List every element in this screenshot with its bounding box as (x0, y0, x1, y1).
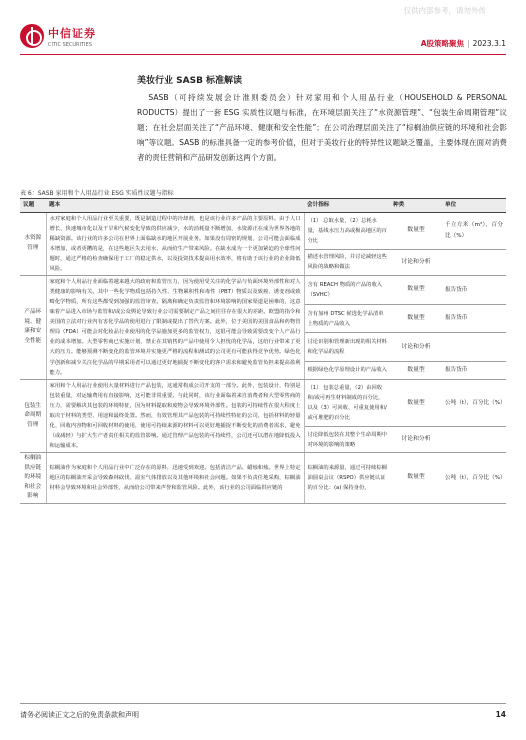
table-row (20, 276, 506, 305)
table-row (20, 212, 506, 249)
brand-logo (20, 24, 96, 48)
table-caption: 表 6：SASB 家用和个人用品行业 ESG 实质性议题与指标 (20, 190, 174, 197)
table-header-row (20, 199, 506, 213)
page-number: 14 (495, 710, 506, 719)
section-title: 美妆行业 SASB 标准解读 (137, 76, 243, 86)
header-metric: 会计指标 (304, 199, 390, 213)
header-divider (20, 54, 506, 55)
header-unit: 单位 (442, 199, 506, 213)
header-type: 种类 (390, 199, 442, 213)
metric-cell: 含有加州 DTSC 候选化学品清单上物质的产品收入 (304, 304, 390, 333)
type-cell: 讨论和分析 (390, 333, 442, 362)
esg-topics-table (20, 198, 506, 504)
section-paragraph: SASB（可持续发展会计准则委员会）针对家用和个人用品行业（HOUSEHOLD & PERSONAL RODUCTS）提出了一套 ESG 实质性议题与标准，在环境层面关注了“水资源管理”、“包装生命周期管理”议题；在社会层面关注了“产品环境、健康和安全性能”；在公司治理层面关注了“棕榈油供应链的环境和社会影响”等议题。SASB 的标准具备一定的参考价值，但对于美妆行业的特异性议题缺乏覆盖，主要体现在面对消费者的责任营销和产品研发创新这两个方面。 (137, 93, 507, 162)
description-cell: 水对家庭和个人用品行业至关重要，既是制造过程中的冷却剂，也是该行业许多产品的主要原料。由于人口增长、快速城市化以及干旱和气候变化导致的供应减少，水的消耗量不断增加，水资源正在成为世界各地的稀缺资源。该行业的许多公司在世界上面临缺水的地区开展业务。如果没有周密的规划，公司可能会面临成本增加，或者更糟的是，在这些地区失去用水，从而给生产带来风险。在缺水成为一个更加紧迫的全球性问题时，通过严格的检查确保用于工厂的稳定供水，以及投资技术提高用水效率，将有助于该行业的企业降低风险。 (46, 212, 304, 275)
type-cell: 数量型 (390, 362, 442, 379)
header-topic: 议题 (20, 199, 46, 213)
unit-cell (442, 427, 506, 453)
topic-cell: 水资源管理 (20, 212, 46, 275)
metric-cell: 根据绿色化学原理设计的产品收入 (304, 362, 390, 379)
unit-cell (442, 249, 506, 275)
metric-cell: 描述水管理风险，并讨论减轻这些风险的战略和做法 (304, 249, 390, 275)
footer-disclaimer: 请务必阅读正文之后的免责条款和声明 (20, 711, 139, 719)
description-cell: 家庭和个人用品行业面临着越来越大的政府和监管压力，因为使用受关注的化学品与负面环境外部性和对人类健康的影响有关。其中一些化学物质包括持久性、生物累积性和毒性（PBT）物质以及致癌、诱变剂或致畸化学物质，所有这些都受到加强的监管审查。隔离和确定负责监管和环境影响的国家渠道是困难的，这意味着产品进入市场与监管和/或公众舆论导致行业公司需要制定产品之间往往存在很大的差距。欧盟的指令和美国的立法对行业内有害化学品的使用进行了限制或提出了替代方案。此外，位于美国的美国食品和药物管理局（FDA）可能会对化妆品行业使用的化学品施加更多的监管权力，这很可能会导致需要改变个人产品行业的成本增加。大型零售商已实施计划，禁止在其销售的产品中使用令人担忧的化学品，这给行业带来了更大的压力。能够预测不断变化的监管环境并实施更严格的流程和测试的公司更有可能获得竞争优势。绿色化学创新和减少关注化学品的早期采用者可以通过更好地捕捉不断变化的客户需求和避免监管负担来提高盈利能力。 (46, 276, 304, 380)
topic-cell: 产品环境、健康和安全性能 (20, 276, 46, 380)
table-row (20, 379, 506, 427)
type-cell: 数量型 (390, 276, 442, 305)
table-row (20, 453, 506, 504)
metric-cell: 讨论降低包装在其整个生命周期中对环境的影响的策略 (304, 427, 390, 453)
metric-cell: （1） 包装总重量，（2）由回收和/或可再生材料制成的百分比，以及（3）可回收、可重复使用和/或可堆肥的百分比 (304, 379, 390, 427)
brand-name-cn: 中信证券 (48, 26, 96, 40)
description-cell: 棕榈油作为家庭和个人用品行业中广泛存在的原料，迅速受到欢迎。包括清洁产品、蜡烛和烛。世界上特定地区的棕榈油开采会导致森林砍伐、温室气体排放以及其他环境和社会问题。如果不负责任地采购，棕榈油材料会导致环境和社会外部性，从而给公司带来声誉和监管风险。此外，该行业的公司面临供应链的 (46, 453, 304, 504)
metric-cell: 讨论识别和管理新出现的相关材料和化学品的流程 (304, 333, 390, 362)
type-cell: 数量型 (390, 304, 442, 333)
topic-cell: 棕榈油供应链的环境和社会影响 (20, 453, 46, 504)
type-cell: 讨论和分析 (390, 249, 442, 275)
metric-cell: 含有 REACH 物质的产品的收入（SVHC） (304, 276, 390, 305)
report-series-tag: A股策略聚焦 (420, 39, 465, 48)
unit-cell: 千立方米（m³），百分比（%） (442, 212, 506, 249)
metric-cell: 棕榈油的来源量，通过可持续棕榈油圆桌会议（RSPO）供应链认证的百分比：(a) 保持身份， (304, 453, 390, 504)
unit-cell: 报告货币 (442, 362, 506, 379)
unit-cell (442, 333, 506, 362)
unit-cell: 公吨（t），百分比（%） (442, 379, 506, 427)
topic-cell: 包装生命周期管理 (20, 379, 46, 452)
footer-divider (20, 703, 506, 704)
page-header (20, 20, 506, 52)
type-cell: 数量型 (390, 212, 442, 249)
type-cell: 数量型 (390, 453, 442, 504)
header-desc: 题本 (46, 199, 304, 213)
metric-cell: （1） 总取水量，（2）总耗水量，基线水压力高或极高地区的百分比 (304, 212, 390, 249)
watermark-text: 仅供内部参考，请勿外传 (403, 6, 486, 15)
unit-cell: 报告货币 (442, 276, 506, 305)
type-cell: 讨论和分析 (390, 427, 442, 453)
unit-cell: 公吨（t），百分比（%） (442, 453, 506, 504)
report-date: 2023.3.1 (472, 39, 506, 48)
citic-logo-icon (20, 24, 44, 48)
header-meta: A股策略聚焦 | 2023.3.1 (420, 39, 506, 48)
type-cell: 数量型 (390, 379, 442, 427)
unit-cell: 报告货币 (442, 304, 506, 333)
description-cell: 家用和个人用品行业使用大量材料进行产品包装，这通常构成公司开支的一部分。此外，包装设计，特别是包装重量，对运输费用有直接影响，这可能非常重要。与此同时，该行业面临着来自消费者和大型零售商的压力，需要解决其包装的环境特征，因为材料提取和废物会导致环境外部性。包装的可持续性在很大程度上取决于材料的类型、用途和最终处置。然而，有效管理其产品包装的可持续性特征的公司，包括材料的轻量化、回收内容物和可回收材料的使用，使用可持续来源的材料可以更好地捕捉不断变化的消费者需求，避免（或减轻）与扩大生产者责任相关的监管影响。通过管理产品包装的可持续性，公司还可以潜在地降低投入和运输成本。 (46, 379, 304, 452)
brand-name-en: CITIC SECURITIES (48, 41, 92, 48)
